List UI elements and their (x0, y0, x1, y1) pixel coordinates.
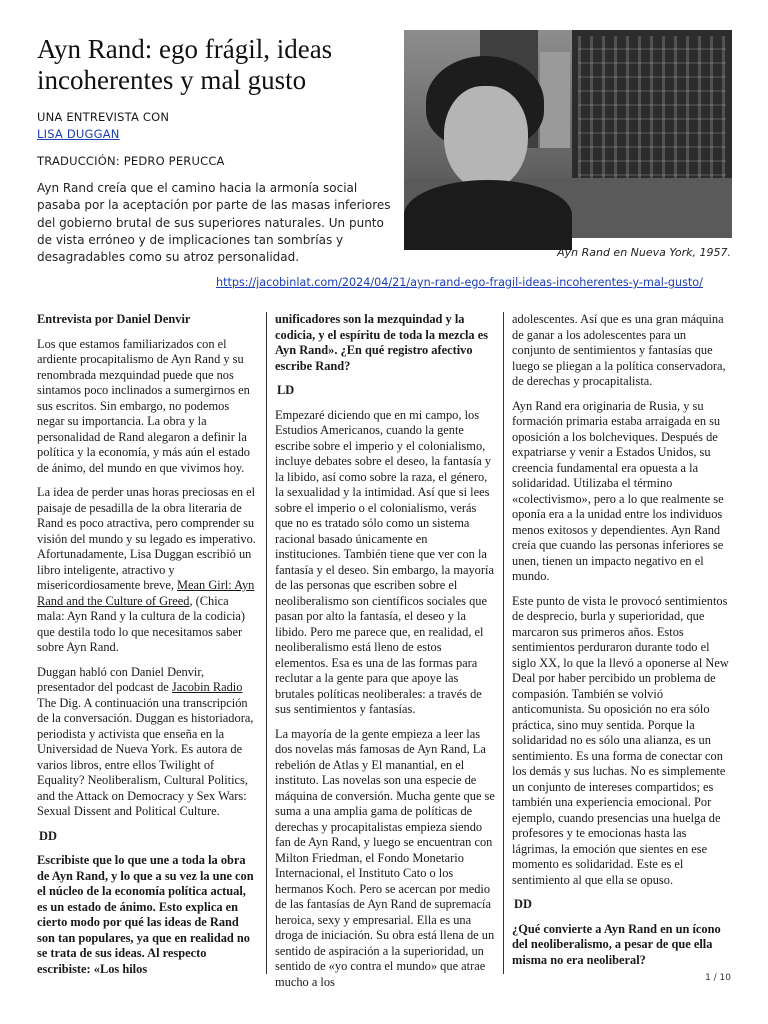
interview-question: Escribiste que lo que une a toda la obra de Ayn Rand, y lo que a su vez la une con el núcleo de la economía política actual, es un estado de ánimo. Esto explica en cierto modo por qué las ideas de Rand son tan populares, ya que en realidad no se trata de sus ideas. Al respecto escribiste: «Los hilos (37, 853, 254, 976)
body-text: The Dig. A continuación una transcripción de la conversación. Duggan es historiadora, periodista y activista que enseña en la Universidad de Nueva York. Es autora de varios libros, entre ellos Twilight of Equality? Neoliberalism, Cultural Politics, and the Attack on Democracy y Sex Wars: Sexual Dissent and Political Culture. (37, 695, 254, 818)
interview-label: UNA ENTREVISTA CON (37, 110, 170, 124)
body-text: La idea de perder unas horas preciosas en el paisaje de pesadilla de la obra literaria de Rand es poco atractiva, pero comprender su visión del mundo y su legado es imperativo. Afortunadamente, Lisa Duggan escribió un libro inteligente, atractivo y misericordiosamente breve, (37, 485, 256, 592)
photo-caption: Ayn Rand en Nueva York, 1957. (557, 246, 731, 259)
article-column-2 (275, 312, 495, 989)
interviewer-byline: Entrevista por Daniel Denvir (37, 312, 191, 326)
article-title: Ayn Rand: ego frágil, ideas incoherentes y mal gusto (37, 34, 333, 95)
photo-building (540, 52, 570, 148)
body-paragraph: Los que estamos familiarizados con el ardiente procapitalismo de Ayn Rand y su renombrada mezquindad puede que nos sintamos poco inclinados a sumergirnos en sus escritos. Sin embargo, no podemos negar su importancia. La obra y la personalidad de Rand alegaron a definir la política y la economía, y más aún el estado de ánimo, del mundo en que vivimos hoy. (37, 336, 250, 475)
article-column-3 (512, 312, 732, 972)
body-paragraph: Este punto de vista le provocó sentimientos de desprecio, burla y superioridad, que marcaron sus primeros años. Estos sentimientos perduraron durante todo el siglo XX, lo que la llevó a oponerse al New Deal por haber percibido un problema de compasión. También se volvió anticomunista. Su oposición no era sólo práctica, sino muy sentida. Porque la solidaridad no es sólo una alianza, es un sentimiento. Es una forma de conectar con los demás y sus luchas. No es simplemente un conjunto de intereses compartidos; es también una experiencia emocional. Por ejemplo, cuando presencias una huelga de profesores y te emocionas hasta las lágrimas, la emoción que sientes en ese momento es solidaridad. Este es el sentimiento al que ella se opuso. (512, 593, 729, 887)
speaker-tag: DD (39, 828, 57, 843)
source-url-link[interactable]: https://jacobinlat.com/2024/04/21/ayn-rand-ego-fragil-ideas-incoherentes-y-mal-gusto/ (216, 276, 703, 289)
photo-figure-face (444, 86, 528, 190)
body-text: Duggan habló con Daniel Denvir, presentador del podcast de (37, 664, 205, 694)
column-divider (266, 312, 267, 974)
body-paragraph: Ayn Rand era originaria de Rusia, y su formación primaria estaba arraigada en su oposición a los bolcheviques. Después de expatriarse y venir a Estados Unidos, su creencia fundamental era opuesta a la solidaridad. Utilizaba el término «colectivismo», pero a lo que realmente se oponía era a la unidad entre los individuos menos exitosos y dependientes. Ayn Rand creía que cuando las personas inferiores se unen, tienen un impacto negativo en el mundo. (512, 398, 724, 583)
body-paragraph (37, 665, 257, 820)
interview-question: unificadores son la mezquindad y la codicia, y el espíritu de toda la mezcla es Ayn Rand». ¿En qué registro afectivo escribe Rand? (275, 312, 489, 373)
body-paragraph: La mayoría de la gente empieza a leer las dos novelas más famosas de Ayn Rand, La rebelión de Atlas y El manantial, en el instituto. Las novelas son una especie de máquina de conversión. Mucha gente que se suma a una amplia gama de políticas de derechas y procapitalistas empieza siendo fan de Ayn Rand, y luego se encuentran con Milton Friedman, el Fondo Monetario Internacional, el Instituto Cato o los hermanos Koch. Pero se acercan por medio de las fantasías de Ayn Rand de supremacía heroica, sexy y empresarial. Ella es una droga de iniciación. Su obra está llena de un sentido de aspiración a la superioridad, un sentido de «yo contra el mundo» que atrae mucho a los (275, 726, 495, 989)
article-column-1 (37, 312, 257, 976)
photo-figure-body (404, 180, 572, 250)
body-paragraph: adolescentes. Así que es una gran máquina de ganar a los adolescentes para un conjunto de sentimientos y fantasías que luego se pliegan a la política conservadora, de derechas y procapitalista. (512, 312, 726, 388)
ayn-rand-photo (404, 30, 732, 238)
translation-credit: TRADUCCIÓN: PEDRO PERUCCA (37, 154, 225, 168)
interview-question: ¿Qué convierte a Ayn Rand en un ícono del neoliberalismo, a pesar de que ella misma no era neoliberal? (512, 921, 721, 967)
body-paragraph (37, 485, 257, 656)
author-link[interactable]: LISA DUGGAN (37, 127, 120, 141)
body-paragraph: Empezaré diciendo que en mi campo, los Estudios Americanos, cuando la gente escribe sobre el imperio y el colonialismo, incluye debates sobre el deseo, la fantasía y la libido, así como sobre la raza, el género, la sexualidad y la intimidad. Así que si lees sobre el imperio o el colonialismo, verás que no es tratado sólo como un sistema racional basado únicamente en instituciones. También tiene que ver con la fantasía y el deseo. Sin embargo, la mayoría de las personas que escriben sobre el neoliberalismo son científicos sociales que pasan por alto la fantasía, el deseo y la libido. Pero me parece que, en realidad, el neoliberalismo está lleno de estos elementos. Esa es una de las formas para reclutar a la gente para que apoye las brutales políticas neoliberales: a través de sus sentimientos y fantasías. (275, 407, 494, 716)
page-number: 1 / 10 (705, 973, 731, 983)
podcast-link[interactable]: Jacobin Radio (171, 680, 243, 694)
article-lead: Ayn Rand creía que el camino hacia la armonía social pasaba por la aceptación por parte de las masas inferiores del gobierno brutal de sus superiores naturales. Un punto de vista erróneo y de implicaciones tan sombrías y desagradables como su atroz personalidad. (37, 181, 391, 265)
speaker-tag: LD (277, 383, 295, 397)
speaker-tag: DD (514, 897, 532, 911)
body-text: , (Chica mala: Ayn Rand y la cultura de la codicia) que destila todo lo que necesitamos saber sobre Ayn Rand. (37, 593, 246, 654)
book-link[interactable]: Mean Girl: Ayn Rand and the Culture of Greed (37, 578, 255, 608)
column-divider (503, 312, 504, 974)
